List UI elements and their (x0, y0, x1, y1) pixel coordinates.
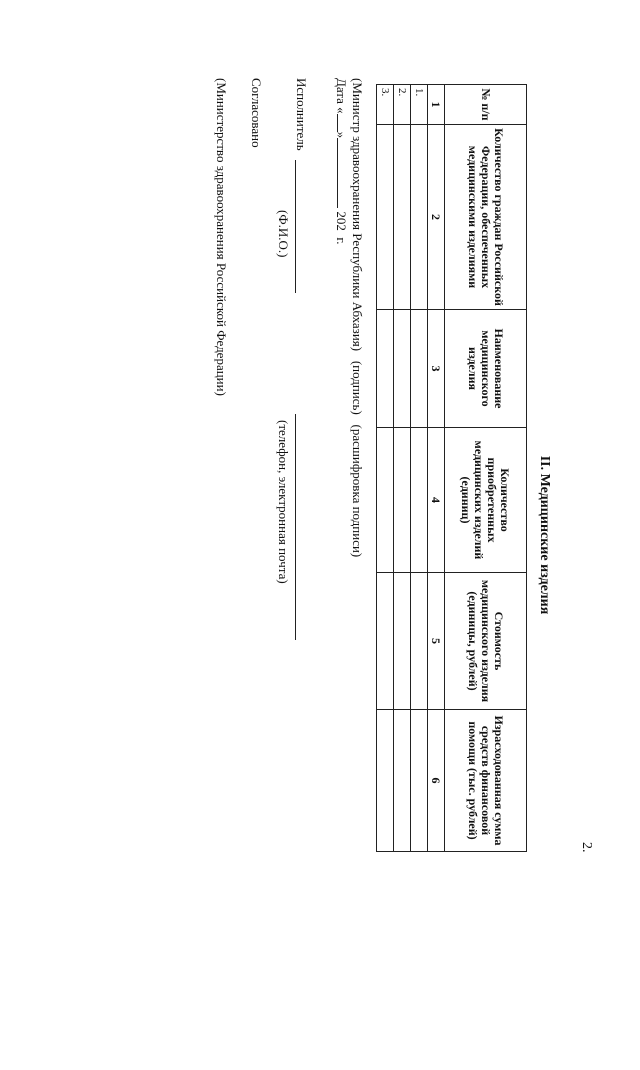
performer-underline (295, 160, 296, 293)
page-number: 2. (579, 842, 594, 853)
performer-label: Исполнитель (294, 78, 309, 151)
header-spent-amount: Израсходованная сумма средств финансовой помощи (тыс. рублей) (445, 710, 527, 852)
table-cell (394, 428, 411, 573)
column-number: 1 (428, 85, 445, 125)
header-number: № п/п (445, 85, 527, 125)
contacts-underline (295, 414, 296, 640)
column-number: 4 (428, 428, 445, 573)
table-cell (411, 710, 428, 852)
table-cell (394, 125, 411, 310)
table-cell (411, 310, 428, 428)
day-blank (337, 114, 349, 132)
row-number: 3. (377, 85, 394, 125)
ministry-rf-caption: (Министерство здравоохранения Российской Федерации) (214, 78, 229, 396)
date-prefix: Дата « (334, 78, 349, 114)
table-cell (377, 573, 394, 710)
section-title: II. Медицинские изделия (537, 455, 552, 615)
header-citizens-count: Количество граждан Российской Федерации, обеспеченных медицинскими изделиями (445, 125, 527, 310)
table-cell (411, 428, 428, 573)
column-number: 5 (428, 573, 445, 710)
table-row (411, 85, 428, 852)
table-cell (377, 125, 394, 310)
table-cell (394, 310, 411, 428)
table-header-row (445, 85, 527, 852)
signature-captions: (Министр здравоохранения Республики Абхазия) (подпись) (расшифровка подписи) (350, 78, 365, 558)
table-row (377, 85, 394, 852)
table-cell (394, 710, 411, 852)
row-number: 1. (411, 85, 428, 125)
fio-caption: (Ф.И.О.) (276, 210, 291, 258)
table-cell (377, 710, 394, 852)
column-number: 3 (428, 310, 445, 428)
date-line (333, 78, 349, 245)
date-year: 202 г. (334, 211, 349, 245)
row-number: 2. (394, 85, 411, 125)
header-purchased-count: Количество приобретенных медицинских изделий (единиц) (445, 428, 527, 573)
column-number: 2 (428, 125, 445, 310)
column-numbers-row (428, 85, 445, 852)
month-blank (337, 138, 349, 208)
contacts-caption: (телефон, электронная почта) (276, 420, 291, 584)
header-device-cost: Стоимость медицинского изделия (единицы, рублей) (445, 573, 527, 710)
medical-devices-table (376, 84, 527, 852)
header-device-name: Наименование медицинского изделия (445, 310, 527, 428)
date-mid: » (334, 131, 349, 139)
table-cell (411, 573, 428, 710)
table-cell (377, 310, 394, 428)
table-cell (394, 573, 411, 710)
table-cell (377, 428, 394, 573)
table-row (394, 85, 411, 852)
column-number: 6 (428, 710, 445, 852)
table-cell (411, 125, 428, 310)
agreed-label: Согласовано (249, 78, 264, 148)
